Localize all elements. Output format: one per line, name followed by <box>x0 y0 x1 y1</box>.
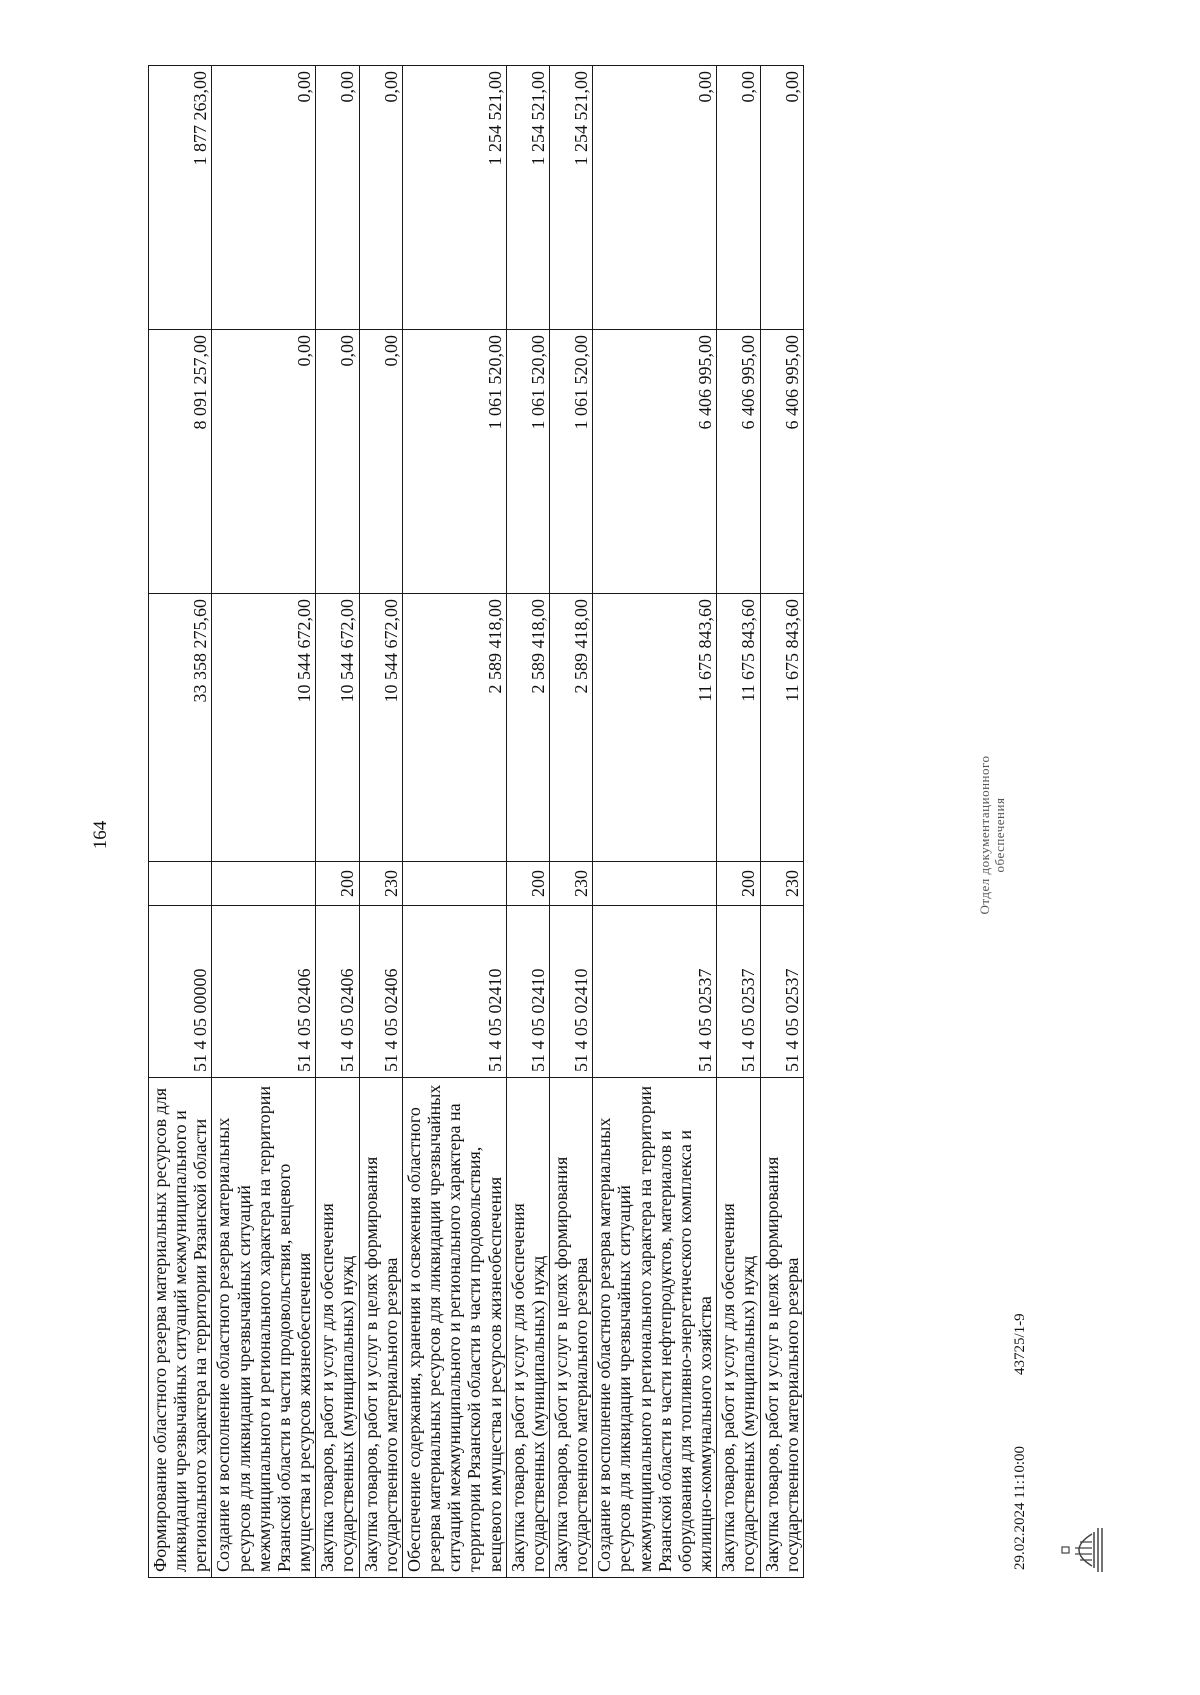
row-amount-1: 33 358 275,60 <box>149 594 212 862</box>
table-row <box>760 66 803 1578</box>
row-amount-1: 10 544 672,00 <box>316 594 359 862</box>
row-expense-type <box>149 862 212 906</box>
row-expense-type: 200 <box>316 862 359 906</box>
coat-of-arms-icon <box>1060 1520 1106 1580</box>
row-expense-type: 230 <box>760 862 803 906</box>
row-code: 51 4 05 02410 <box>402 906 506 1078</box>
row-code: 51 4 05 02537 <box>760 906 803 1078</box>
budget-table <box>148 65 804 1578</box>
row-amount-2: 8 091 257,00 <box>149 330 212 594</box>
row-amount-3: 1 254 521,00 <box>506 66 549 330</box>
row-amount-3: 1 254 521,00 <box>402 66 506 330</box>
row-amount-3: 1 254 521,00 <box>549 66 592 330</box>
row-amount-1: 10 544 672,00 <box>212 594 316 862</box>
row-expense-type <box>212 862 316 906</box>
row-name: Создание и восполнение областного резерва материальных ресурсов для ликвидации чрезвычайных ситуаций межмуниципального и регионального характера на территории Рязанской области в части продовольствия, вещевого имущества и ресурсов жизнеобеспечения <box>212 1078 316 1578</box>
table-row <box>506 66 549 1578</box>
row-amount-2: 6 406 995,00 <box>760 330 803 594</box>
footer-document-number: 43725/1-9 <box>1012 1313 1028 1375</box>
row-amount-2: 0,00 <box>316 330 359 594</box>
row-name: Формирование областного резерва материальных ресурсов для ликвидации чрезвычайных ситуаций межмуниципального и регионального характера на территории Рязанской области <box>149 1078 212 1578</box>
row-name: Закупка товаров, работ и услуг в целях формирования государственного материального резерва <box>760 1078 803 1578</box>
row-amount-3: 0,00 <box>212 66 316 330</box>
row-code: 51 4 05 02406 <box>359 906 402 1078</box>
table-row <box>717 66 760 1578</box>
table-row <box>549 66 592 1578</box>
row-amount-2: 0,00 <box>212 330 316 594</box>
row-amount-1: 2 589 418,00 <box>402 594 506 862</box>
row-amount-2: 6 406 995,00 <box>717 330 760 594</box>
row-expense-type <box>402 862 506 906</box>
stamp-line-1: Отдел документационного <box>977 755 992 915</box>
row-expense-type: 200 <box>506 862 549 906</box>
row-code: 51 4 05 00000 <box>149 906 212 1078</box>
row-amount-1: 10 544 672,00 <box>359 594 402 862</box>
row-code: 51 4 05 02410 <box>549 906 592 1078</box>
row-amount-1: 2 589 418,00 <box>549 594 592 862</box>
row-amount-3: 0,00 <box>717 66 760 330</box>
footer-date: 29.02.2024 11:10:00 <box>1012 1445 1028 1570</box>
row-code: 51 4 05 02410 <box>506 906 549 1078</box>
stamp-line-2: обеспечения <box>991 797 1007 873</box>
row-amount-3: 0,00 <box>359 66 402 330</box>
table-row <box>402 66 506 1578</box>
row-name: Закупка товаров, работ и услуг для обеспечения государственных (муниципальных) нужд <box>506 1078 549 1578</box>
department-stamp <box>978 675 1008 995</box>
row-expense-type: 230 <box>359 862 402 906</box>
table-row <box>316 66 359 1578</box>
row-name: Закупка товаров, работ и услуг для обеспечения государственных (муниципальных) нужд <box>717 1078 760 1578</box>
table-row <box>593 66 717 1578</box>
table-row <box>212 66 316 1578</box>
row-amount-1: 11 675 843,60 <box>717 594 760 862</box>
row-name: Создание и восполнение областного резерва материальных ресурсов для ликвидации чрезвычайных ситуаций межмуниципального и регионального характера на территории Рязанской области в части нефтепродуктов, материалов и оборудования для топливно-энергетического комплекса и жилищно-коммунального хозяйства <box>593 1078 717 1578</box>
row-amount-1: 11 675 843,60 <box>593 594 717 862</box>
row-amount-2: 1 061 520,00 <box>506 330 549 594</box>
row-amount-1: 11 675 843,60 <box>760 594 803 862</box>
row-name: Закупка товаров, работ и услуг в целях формирования государственного материального резерва <box>359 1078 402 1578</box>
row-expense-type <box>593 862 717 906</box>
row-expense-type: 230 <box>549 862 592 906</box>
row-code: 51 4 05 02537 <box>593 906 717 1078</box>
row-expense-type: 200 <box>717 862 760 906</box>
row-code: 51 4 05 02537 <box>717 906 760 1078</box>
row-amount-2: 0,00 <box>359 330 402 594</box>
row-code: 51 4 05 02406 <box>212 906 316 1078</box>
row-amount-3: 0,00 <box>593 66 717 330</box>
row-amount-2: 6 406 995,00 <box>593 330 717 594</box>
row-amount-3: 0,00 <box>760 66 803 330</box>
row-code: 51 4 05 02406 <box>316 906 359 1078</box>
row-name: Закупка товаров, работ и услуг в целях формирования государственного материального резерва <box>549 1078 592 1578</box>
row-amount-3: 1 877 263,00 <box>149 66 212 330</box>
row-amount-1: 2 589 418,00 <box>506 594 549 862</box>
row-amount-3: 0,00 <box>316 66 359 330</box>
row-amount-2: 1 061 520,00 <box>402 330 506 594</box>
table-row <box>359 66 402 1578</box>
row-name: Закупка товаров, работ и услуг для обеспечения государственных (муниципальных) нужд <box>316 1078 359 1578</box>
page-number: 164 <box>90 820 111 850</box>
row-name: Обеспечение содержания, хранения и освежения областного резерва материальных ресурсов для ликвидации чрезвычайных ситуаций межмуниципального и регионального характера на территории Рязанской области в части продовольствия, вещевого имущества и ресурсов жизнеобеспечения <box>402 1078 506 1578</box>
table-row <box>149 66 212 1578</box>
row-amount-2: 1 061 520,00 <box>549 330 592 594</box>
